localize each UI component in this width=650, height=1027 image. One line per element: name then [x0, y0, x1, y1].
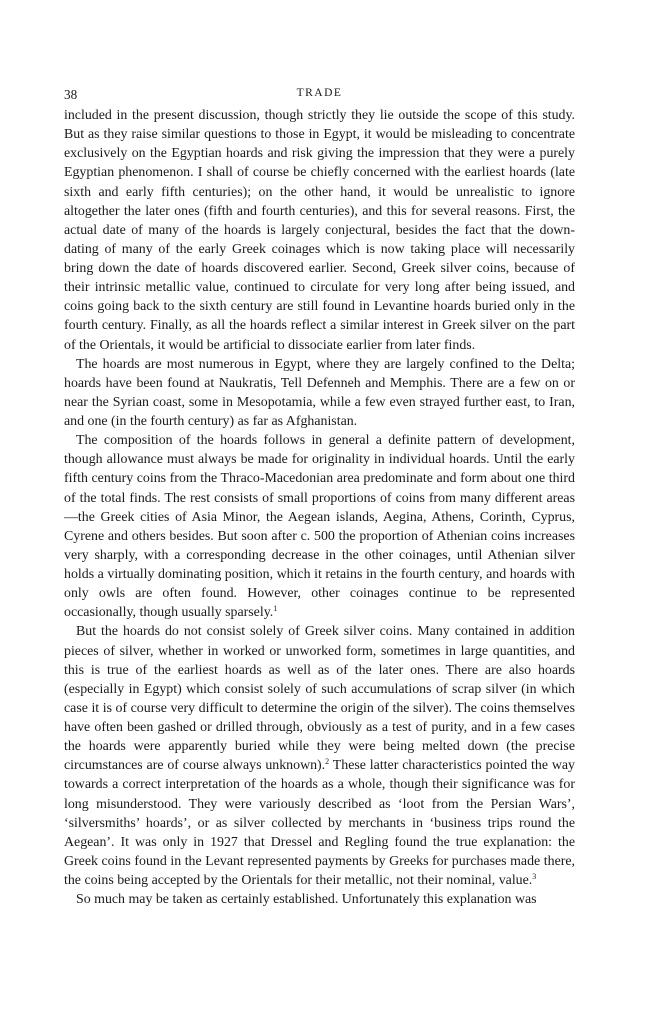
- paragraph-3: [64, 431, 575, 622]
- paragraph-3-text: The composition of the hoards follows in general a definite pattern of development, though allowance must always be made for originality in individual hoards. Until the early fifth century coins from the Thraco-Macedonian area predominate and form about one third of the total finds. The rest consists of small proportions of coins from many different areas—the Greek cities of Asia Minor, the Aegean islands, Aegina, Athens, Corinth, Cyprus, Cyrene and others besides. But soon after c. 500 the proportion of Athenian coins increases very sharply, with a corresponding decrease in the other coinages, until Athenian silver holds a virtually dominating position, which it retains in the fourth century, and hoards with only owls are often found. However, other coinages continue to be represented occasionally, though usually sparsely.: [64, 433, 575, 621]
- page-number: 38: [64, 87, 78, 102]
- book-page: [64, 84, 575, 909]
- paragraph-2-text: The hoards are most numerous in Egypt, where they are largely confined to the Delta; hoards have been found at Naukratis, Tell Defenneh and Memphis. There are a few on or near the Syrian coast, some in Mesopotamia, while a few even strayed further east, to Iran, and one (in the fourth century) as far as Afghanistan.: [64, 356, 575, 429]
- running-title: TRADE: [296, 87, 343, 99]
- paragraph-1-text: included in the present discussion, though strictly they lie outside the scope of this study. But as they raise similar questions to those in Egypt, it would be misleading to concentrate exclusively on the Egyptian hoards and risk giving the impression that they were a purely Egyptian phenomenon. I shall of course be chiefly concerned with the earliest hoards (late sixth and early fifth centuries); on the other hand, it would be unrealistic to ignore altogether the later ones (fifth and fourth centuries), and this for several reasons. First, the actual date of many of the hoards is largely conjectural, besides the fact that the down-dating of many of the early Greek coinages which is now taking place will necessarily bring down the date of hoards discovered earlier. Second, Greek silver coins, because of their intrinsic metallic value, continued to circulate for very long after being issued, and coins going back to the sixth century are still found in Levantine hoards buried only in the fourth century. Finally, as all the hoards reflect a similar interest in Greek silver on the part of the Orientals, it would be artificial to dissociate earlier from later finds.: [64, 108, 575, 353]
- paragraph-4-text: But the hoards do not consist solely of Greek silver coins. Many contained in addition pieces of silver, whether in worked or unworked form, sometimes in large quantities, and this is true of the earliest hoards as well as of the later ones. There are also hoards (especially in Egypt) which consist solely of such accumulations of scrap silver (in which case it is of course very difficult to determine the origin of the silver). The coins themselves have often been gashed or drilled through, obviously as a test of purity, and in a few cases the hoards were apparently buried while they were being melted down (the precise circumstances are of course always unknown).: [64, 624, 575, 774]
- footnote-ref-3[interactable]: 3: [532, 872, 537, 881]
- paragraph-5: [64, 890, 575, 909]
- paragraph-1: [64, 106, 575, 355]
- footnote-ref-1[interactable]: 1: [273, 604, 278, 614]
- paragraph-4-continuation: These latter characteristics pointed the way towards a correct interpretation of the hoards as a whole, though their significance was for long misunderstood. They were variously described as ‘loot from the Persian Wars’, ‘silversmiths’ hoards’, or as silver collected by merchants in ‘business trips round the Aegean’. It was only in 1927 that Dressel and Regling found the true explanation: the Greek coins found in the Levant represented payments by Greeks for purchases made there, the coins being accepted by the Orientals for their metallic, not their nominal, value.: [64, 758, 575, 888]
- footnote-ref-2[interactable]: 2: [325, 757, 330, 767]
- paragraph-2: [64, 355, 575, 432]
- paragraph-4: [64, 622, 575, 890]
- running-head: [64, 84, 575, 106]
- body-text: [64, 106, 575, 909]
- paragraph-5-text: So much may be taken as certainly established. Unfortunately this explanation was: [76, 892, 537, 908]
